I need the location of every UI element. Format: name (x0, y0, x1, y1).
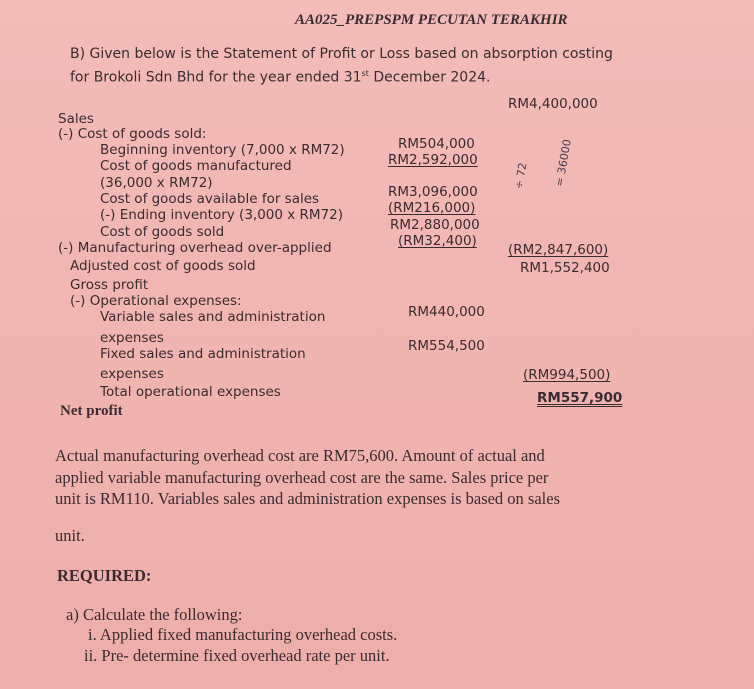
adjusted-value: (RM2,847,600) (508, 242, 609, 258)
required-heading: REQUIRED: (57, 566, 152, 585)
handwritten-note-result: = 36000 (552, 138, 574, 188)
net-profit-label: Net profit (60, 403, 123, 419)
intro-line-1: B) Given below is the Statement of Profit or Loss based on absorption costing (70, 46, 613, 62)
cogm-label: Cost of goods manufactured (100, 158, 292, 174)
available-value: RM3,096,000 (388, 184, 478, 200)
adjusted-label: Adjusted cost of goods sold (70, 258, 256, 274)
intro-line-2: for Brokoli Sdn Bhd for the year ended 31st December 2024. (70, 69, 491, 86)
net-profit-value: RM557,900 (537, 390, 623, 406)
overapplied-value: (RM32,400) (398, 233, 477, 249)
beginning-inventory-label: Beginning inventory (7,000 x RM72) (100, 142, 345, 158)
opex-heading: (-) Operational expenses: (70, 293, 242, 309)
paragraph-line-3: unit is RM110. Variables sales and administration expenses is based on sales (55, 489, 561, 508)
sales-label: Sales (58, 111, 94, 127)
cogs-sub-value: RM2,880,000 (390, 217, 480, 233)
variable-expenses-value: RM440,000 (408, 304, 485, 320)
total-opex-label: Total operational expenses (100, 384, 281, 400)
cogs-heading: (-) Cost of goods sold: (58, 126, 207, 142)
variable-expenses-label: Variable sales and administration (100, 309, 326, 325)
required-i: i. Applied fixed manufacturing overhead costs. (88, 625, 398, 644)
total-opex-value: (RM994,500) (523, 367, 611, 383)
paragraph-line-1: Actual manufacturing overhead cost are RM75,600. Amount of actual and (55, 446, 545, 465)
overapplied-label: (-) Manufacturing overhead over-applied (58, 240, 332, 256)
gross-profit-value: RM1,552,400 (520, 260, 610, 276)
sales-value: RM4,400,000 (508, 96, 598, 112)
ending-inventory-value: (RM216,000) (388, 200, 476, 216)
fixed-expenses-label-2: expenses (100, 366, 164, 382)
paragraph-line-4: unit. (55, 526, 85, 545)
handwritten-note-divide: ÷ 72 (512, 161, 530, 191)
cogm-label-2: (36,000 x RM72) (100, 175, 213, 191)
fixed-expenses-label: Fixed sales and administration (100, 346, 306, 362)
paragraph-line-2: applied variable manufacturing overhead cost are the same. Sales price per (55, 468, 549, 487)
document-header: AA025_PREPSPM PECUTAN TERAKHIR (295, 12, 568, 28)
beginning-inventory-value: RM504,000 (398, 136, 475, 152)
required-ii: ii. Pre- determine fixed overhead rate per unit. (84, 646, 390, 665)
cogs-sub-label: Cost of goods sold (100, 224, 225, 240)
ending-inventory-label: (-) Ending inventory (3,000 x RM72) (100, 207, 344, 223)
required-a: a) Calculate the following: (66, 605, 243, 624)
variable-expenses-label-2: expenses (100, 330, 164, 346)
gross-profit-label: Gross profit (70, 277, 149, 293)
fixed-expenses-value: RM554,500 (408, 338, 485, 354)
cogm-value: RM2,592,000 (388, 152, 478, 168)
available-label: Cost of goods available for sales (100, 191, 320, 207)
